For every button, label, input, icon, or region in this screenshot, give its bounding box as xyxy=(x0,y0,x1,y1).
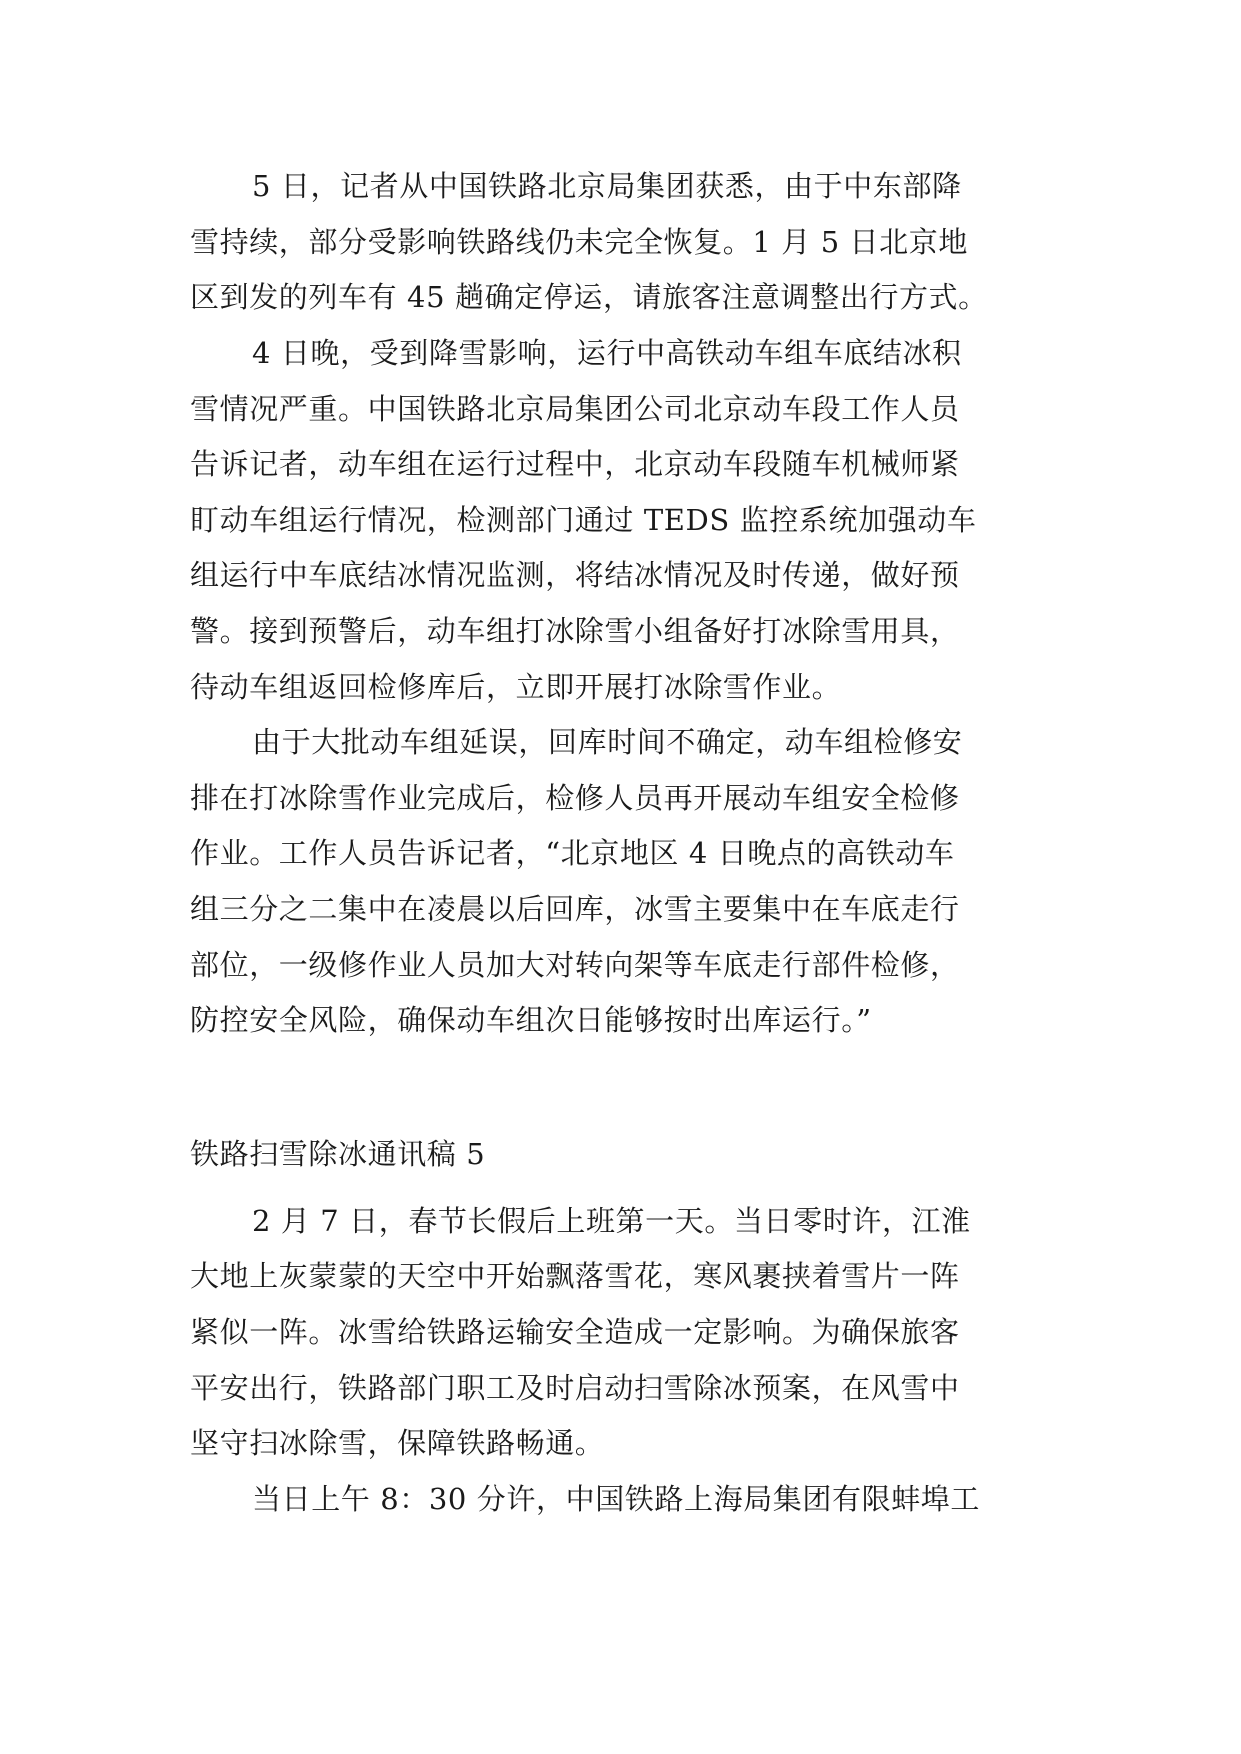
paragraph-2-line-1: 4 日晚，受到降雪影响，运行中高铁动车组车底结冰积 xyxy=(252,336,962,370)
paragraph-4-line-5: 坚守扫冰除雪，保障铁路畅通。 xyxy=(190,1426,605,1460)
paragraph-2-line-3: 告诉记者，动车组在运行过程中，北京动车段随车机械师紧 xyxy=(190,447,960,481)
paragraph-2-line-7: 待动车组返回检修库后，立即开展打冰除雪作业。 xyxy=(190,670,842,704)
paragraph-3-line-5: 部位，一级修作业人员加大对转向架等车底走行部件检修， xyxy=(190,948,960,982)
section-title: 铁路扫雪除冰通讯稿 5 xyxy=(190,1137,486,1171)
paragraph-4-line-2: 大地上灰蒙蒙的天空中开始飘落雪花，寒风裹挟着雪片一阵 xyxy=(190,1259,960,1293)
paragraph-5-line-1: 当日上午 8：30 分许，中国铁路上海局集团有限蚌埠工 xyxy=(252,1482,980,1516)
paragraph-2-line-4: 盯动车组运行情况，检测部门通过 TEDS 监控系统加强动车 xyxy=(190,503,977,537)
paragraph-1-line-3: 区到发的列车有 45 趟确定停运，请旅客注意调整出行方式。 xyxy=(190,280,988,314)
paragraph-4-line-1: 2 月 7 日，春节长假后上班第一天。当日零时许，江淮 xyxy=(252,1204,971,1238)
paragraph-3-line-6: 防控安全风险，确保动车组次日能够按时出库运行。” xyxy=(190,1003,872,1037)
paragraph-2-line-6: 警。接到预警后，动车组打冰除雪小组备好打冰除雪用具， xyxy=(190,614,960,648)
paragraph-3-line-1: 由于大批动车组延误，回库时间不确定，动车组检修安 xyxy=(252,725,963,759)
paragraph-2-line-5: 组运行中车底结冰情况监测，将结冰情况及时传递，做好预 xyxy=(190,558,960,592)
paragraph-1-line-2: 雪持续，部分受影响铁路线仍未完全恢复。1 月 5 日北京地 xyxy=(190,225,968,259)
paragraph-1-line-1: 5 日，记者从中国铁路北京局集团获悉，由于中东部降 xyxy=(252,169,962,203)
paragraph-3-line-4: 组三分之二集中在凌晨以后回库，冰雪主要集中在车底走行 xyxy=(190,892,960,926)
paragraph-3-line-3: 作业。工作人员告诉记者，“北京地区 4 日晚点的高铁动车 xyxy=(190,836,955,870)
paragraph-3-line-2: 排在打冰除雪作业完成后，检修人员再开展动车组安全检修 xyxy=(190,781,960,815)
paragraph-4-line-4: 平安出行，铁路部门职工及时启动扫雪除冰预案，在风雪中 xyxy=(190,1371,960,1405)
paragraph-2-line-2: 雪情况严重。中国铁路北京局集团公司北京动车段工作人员 xyxy=(190,392,960,426)
paragraph-4-line-3: 紧似一阵。冰雪给铁路运输安全造成一定影响。为确保旅客 xyxy=(190,1315,960,1349)
